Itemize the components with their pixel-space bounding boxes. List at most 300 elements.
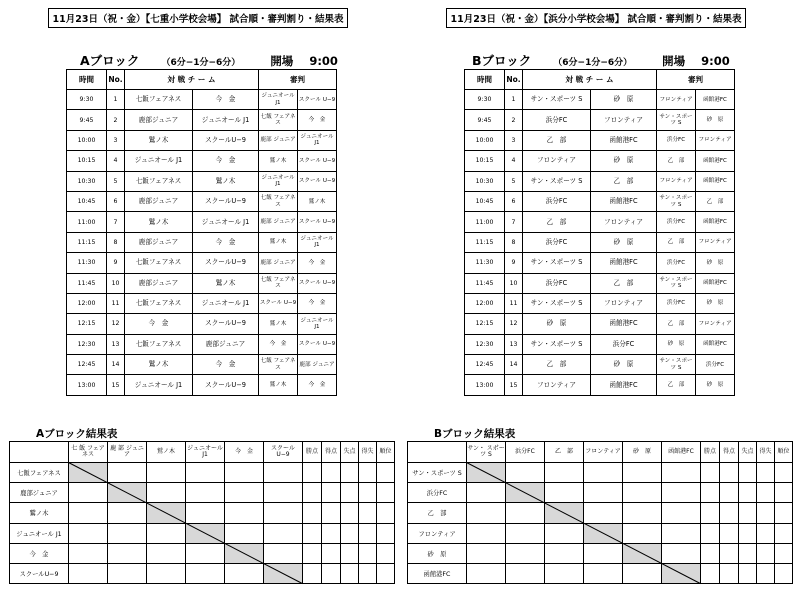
block-b-result-table: [407, 441, 793, 584]
col-referee: 審判: [259, 70, 337, 90]
result-cell: [225, 503, 264, 523]
result-row-team: 鹿部ジュニア: [10, 483, 69, 503]
team-a: 七飯フェアネス: [125, 90, 193, 110]
result-cell-self: [506, 483, 545, 503]
match-time: 10:45: [465, 191, 505, 211]
result-cell: [623, 503, 662, 523]
team-a: 鹿部ジュニア: [125, 110, 193, 130]
result-row: [10, 503, 395, 523]
match-time: 9:45: [67, 110, 107, 130]
schedule-row: [67, 130, 337, 150]
team-a: 今 金: [125, 314, 193, 334]
schedule-row: [67, 212, 337, 232]
match-no: 1: [505, 90, 523, 110]
result-cell: [225, 483, 264, 503]
team-b: ジュニオール J1: [193, 110, 259, 130]
result-cell: [186, 463, 225, 483]
result-cell: [147, 483, 186, 503]
match-no: 10: [505, 273, 523, 293]
result-stat-cell: [322, 523, 341, 543]
result-cell: [147, 523, 186, 543]
schedule-row: [67, 232, 337, 252]
result-row-team: 乙 部: [408, 503, 467, 523]
match-no: 10: [107, 273, 125, 293]
result-cell: [264, 523, 303, 543]
result-cell: [147, 563, 186, 583]
referee-1: サン・スポー ツ S: [657, 355, 696, 375]
result-col-stat: 順位: [377, 442, 395, 463]
result-cell: [264, 503, 303, 523]
result-stat-cell: [322, 563, 341, 583]
schedule-row: [465, 171, 735, 191]
result-stat-cell: [341, 543, 359, 563]
result-cell: [225, 463, 264, 483]
result-stat-cell: [739, 463, 757, 483]
team-a: ジュニオール J1: [125, 375, 193, 395]
match-time: 11:00: [67, 212, 107, 232]
match-no: 14: [107, 355, 125, 375]
result-cell: [584, 463, 623, 483]
referee-2: ジュニオール J1: [298, 232, 337, 252]
result-row-team: 砂 原: [408, 543, 467, 563]
result-cell-self: [225, 543, 264, 563]
team-a: 鷲ノ木: [125, 212, 193, 232]
referee-1: サン・スポー ツ S: [657, 273, 696, 293]
result-stat-cell: [701, 463, 720, 483]
result-col-team: 今 金: [225, 442, 264, 463]
team-a: 浜分FC: [523, 273, 591, 293]
referee-1: 鷲ノ木: [259, 314, 298, 334]
block-b-open-time: 9:00: [701, 54, 730, 68]
referee-1: 乙 部: [657, 314, 696, 334]
schedule-row: [465, 212, 735, 232]
referee-1: ジュニオール J1: [259, 90, 298, 110]
match-time: 11:15: [67, 232, 107, 252]
col-time: 時間: [67, 70, 107, 90]
result-stat-cell: [303, 483, 322, 503]
result-row-team: サン・スポーツ S: [408, 463, 467, 483]
result-stat-cell: [739, 563, 757, 583]
result-stat-cell: [739, 503, 757, 523]
result-col-team: 乙 部: [545, 442, 584, 463]
schedule-row: [465, 273, 735, 293]
result-stat-cell: [701, 543, 720, 563]
result-col-stat: 得失: [757, 442, 775, 463]
referee-2: 函館港FC: [696, 273, 735, 293]
result-cell: [225, 563, 264, 583]
match-time: 12:30: [67, 334, 107, 354]
match-no: 3: [107, 130, 125, 150]
referee-2: フロンティア: [696, 314, 735, 334]
referee-2: 砂 原: [696, 110, 735, 130]
result-cell-self: [108, 483, 147, 503]
schedule-row: [465, 151, 735, 171]
result-cell: [584, 503, 623, 523]
block-a-result-title: Aブロック結果表: [36, 428, 118, 440]
referee-1: 砂 原: [657, 334, 696, 354]
result-cell: [108, 563, 147, 583]
result-stat-cell: [701, 523, 720, 543]
match-no: 7: [107, 212, 125, 232]
schedule-row: [67, 253, 337, 273]
referee-2: フロンティア: [696, 232, 735, 252]
result-stat-cell: [322, 503, 341, 523]
team-b: スクールU−9: [193, 253, 259, 273]
referee-1: 鹿部 ジュニア: [259, 253, 298, 273]
result-stat-cell: [739, 543, 757, 563]
team-a: サン・スポーツ S: [523, 253, 591, 273]
team-a: 砂 原: [523, 314, 591, 334]
result-row: [10, 543, 395, 563]
block-a-header: 11月23日（祝・金）【七重小学校会場】 試合順・審判割り・結果表: [48, 8, 348, 28]
result-cell: [506, 563, 545, 583]
team-a: 浜分FC: [523, 110, 591, 130]
result-row: [408, 463, 793, 483]
corner-cell: [10, 442, 69, 463]
match-no: 8: [107, 232, 125, 252]
result-stat-cell: [303, 543, 322, 563]
schedule-row: [465, 110, 735, 130]
result-col-team: 七 飯 フェアネス: [69, 442, 108, 463]
result-stat-cell: [701, 483, 720, 503]
schedule-row: [465, 334, 735, 354]
referee-1: 今 金: [259, 334, 298, 354]
result-cell: [584, 543, 623, 563]
team-b: 浜分FC: [591, 334, 657, 354]
team-b: 今 金: [193, 232, 259, 252]
match-no: 13: [505, 334, 523, 354]
match-time: 11:15: [465, 232, 505, 252]
match-no: 8: [505, 232, 523, 252]
result-stat-cell: [775, 483, 793, 503]
team-a: 浜分FC: [523, 232, 591, 252]
team-b: 函館港FC: [591, 314, 657, 334]
result-col-stat: 順位: [775, 442, 793, 463]
result-cell: [108, 523, 147, 543]
team-b: ジュニオール J1: [193, 212, 259, 232]
match-time: 9:30: [465, 90, 505, 110]
referee-2: スクール U−9: [298, 90, 337, 110]
result-stat-cell: [341, 483, 359, 503]
team-b: 乙 部: [591, 171, 657, 191]
referee-2: 砂 原: [696, 293, 735, 313]
match-time: 11:45: [465, 273, 505, 293]
result-stat-cell: [739, 523, 757, 543]
team-a: 鹿部ジュニア: [125, 232, 193, 252]
team-b: 乙 部: [591, 273, 657, 293]
referee-2: 今 金: [298, 375, 337, 395]
result-row: [408, 543, 793, 563]
result-cell: [467, 483, 506, 503]
result-col-team: 鹿 部 ジュニア: [108, 442, 147, 463]
result-stat-cell: [775, 543, 793, 563]
match-time: 13:00: [465, 375, 505, 395]
block-a-result-table: [9, 441, 395, 584]
result-stat-cell: [739, 483, 757, 503]
result-cell-self: [147, 503, 186, 523]
team-b: スクールU−9: [193, 130, 259, 150]
referee-2: 鹿部 ジュニア: [298, 355, 337, 375]
result-cell: [545, 483, 584, 503]
match-no: 15: [107, 375, 125, 395]
match-time: 12:15: [465, 314, 505, 334]
result-cell: [108, 463, 147, 483]
result-cell-self: [264, 563, 303, 583]
result-stat-cell: [303, 503, 322, 523]
result-cell-self: [69, 463, 108, 483]
referee-1: 七飯 フェアネス: [259, 191, 298, 211]
result-col-stat: 失点: [739, 442, 757, 463]
result-cell: [662, 523, 701, 543]
match-time: 12:00: [465, 293, 505, 313]
result-cell: [467, 503, 506, 523]
match-time: 12:45: [465, 355, 505, 375]
referee-2: スクール U−9: [298, 171, 337, 191]
referee-1: 乙 部: [657, 375, 696, 395]
result-col-team: 鷲ノ木: [147, 442, 186, 463]
result-cell: [545, 543, 584, 563]
match-time: 10:30: [67, 171, 107, 191]
result-stat-cell: [322, 483, 341, 503]
result-col-team: フロンティア: [584, 442, 623, 463]
referee-2: 砂 原: [696, 253, 735, 273]
result-cell: [225, 523, 264, 543]
match-no: 5: [107, 171, 125, 191]
match-no: 11: [505, 293, 523, 313]
referee-1: 浜分FC: [657, 212, 696, 232]
team-a: サン・スポーツ S: [523, 293, 591, 313]
result-row: [10, 483, 395, 503]
team-a: 乙 部: [523, 355, 591, 375]
result-col-stat: 得失: [359, 442, 377, 463]
result-stat-cell: [720, 543, 739, 563]
match-time: 11:30: [465, 253, 505, 273]
referee-1: 鷲ノ木: [259, 151, 298, 171]
result-cell: [264, 483, 303, 503]
team-b: 砂 原: [591, 151, 657, 171]
match-no: 7: [505, 212, 523, 232]
result-stat-cell: [377, 563, 395, 583]
block-a-open-label: 開場: [270, 54, 294, 68]
referee-2: 函館港FC: [696, 90, 735, 110]
result-cell: [584, 483, 623, 503]
result-cell: [506, 543, 545, 563]
result-col-team: 浜分FC: [506, 442, 545, 463]
result-col-team: サン・ スポーツ S: [467, 442, 506, 463]
result-row: [10, 463, 395, 483]
result-stat-cell: [322, 463, 341, 483]
result-stat-cell: [359, 543, 377, 563]
match-no: 5: [505, 171, 523, 191]
team-a: サン・スポーツ S: [523, 171, 591, 191]
result-cell: [69, 543, 108, 563]
referee-1: スクール U−9: [259, 293, 298, 313]
referee-2: 浜分FC: [696, 355, 735, 375]
result-cell: [662, 543, 701, 563]
referee-1: ジュニオール J1: [259, 171, 298, 191]
referee-1: 鹿部 ジュニア: [259, 212, 298, 232]
result-cell: [147, 543, 186, 563]
team-b: フロンティア: [591, 212, 657, 232]
referee-2: 函館港FC: [696, 151, 735, 171]
result-cell: [467, 563, 506, 583]
referee-2: 函館港FC: [696, 212, 735, 232]
result-cell: [662, 503, 701, 523]
match-time: 10:00: [465, 130, 505, 150]
result-row: [408, 483, 793, 503]
match-no: 2: [505, 110, 523, 130]
block-b-title: [472, 51, 730, 69]
referee-2: 今 金: [298, 253, 337, 273]
result-col-stat: 得点: [720, 442, 739, 463]
match-time: 11:00: [465, 212, 505, 232]
match-time: 12:45: [67, 355, 107, 375]
match-no: 11: [107, 293, 125, 313]
block-a-title: [80, 51, 338, 69]
team-b: 今 金: [193, 151, 259, 171]
referee-1: 乙 部: [657, 151, 696, 171]
team-a: 浜分FC: [523, 191, 591, 211]
result-col-team: ジュニオール J1: [186, 442, 225, 463]
referee-2: 函館港FC: [696, 334, 735, 354]
result-cell: [623, 483, 662, 503]
result-stat-cell: [720, 463, 739, 483]
match-no: 13: [107, 334, 125, 354]
result-stat-cell: [775, 463, 793, 483]
referee-1: 浜分FC: [657, 293, 696, 313]
result-row: [408, 563, 793, 583]
team-b: フロンティア: [591, 293, 657, 313]
match-no: 12: [107, 314, 125, 334]
result-stat-cell: [303, 463, 322, 483]
result-row: [408, 503, 793, 523]
result-cell: [623, 523, 662, 543]
team-a: 七飯フェアネス: [125, 171, 193, 191]
result-row-team: 浜分FC: [408, 483, 467, 503]
referee-1: サン・スポー ツ S: [657, 110, 696, 130]
result-cell-self: [545, 503, 584, 523]
schedule-row: [465, 191, 735, 211]
team-b: 函館港FC: [591, 253, 657, 273]
block-b-open-label: 開場: [662, 54, 686, 68]
schedule-row: [67, 314, 337, 334]
schedule-row: [465, 253, 735, 273]
result-cell: [506, 503, 545, 523]
result-stat-cell: [341, 463, 359, 483]
referee-1: フロンティア: [657, 171, 696, 191]
result-cell: [147, 463, 186, 483]
team-a: 鷲ノ木: [125, 130, 193, 150]
team-a: 七飯フェアネス: [125, 293, 193, 313]
referee-2: ジュニオール J1: [298, 130, 337, 150]
result-row-team: 鷲ノ木: [10, 503, 69, 523]
result-cell: [69, 563, 108, 583]
referee-2: スクール U−9: [298, 212, 337, 232]
result-col-team: スクール U−9: [264, 442, 303, 463]
result-cell: [186, 503, 225, 523]
match-no: 2: [107, 110, 125, 130]
referee-2: スクール U−9: [298, 334, 337, 354]
schedule-row: [465, 355, 735, 375]
result-col-stat: 勝点: [701, 442, 720, 463]
referee-1: 浜分FC: [657, 253, 696, 273]
result-col-stat: 得点: [322, 442, 341, 463]
result-stat-cell: [377, 543, 395, 563]
match-time: 10:15: [67, 151, 107, 171]
result-stat-cell: [377, 523, 395, 543]
referee-1: 七飯 フェアネス: [259, 273, 298, 293]
schedule-row: [465, 314, 735, 334]
schedule-row: [465, 293, 735, 313]
result-cell: [545, 463, 584, 483]
result-stat-cell: [775, 503, 793, 523]
result-cell: [584, 563, 623, 583]
result-stat-cell: [757, 483, 775, 503]
block-a-name: Aブロック: [80, 53, 140, 68]
block-a-format: （6分−1分−6分）: [161, 58, 241, 68]
match-time: 10:45: [67, 191, 107, 211]
referee-2: 鷲ノ木: [298, 191, 337, 211]
col-referee: 審判: [657, 70, 735, 90]
result-stat-cell: [322, 543, 341, 563]
result-col-stat: 失点: [341, 442, 359, 463]
team-b: 函館港FC: [591, 375, 657, 395]
match-no: 4: [107, 151, 125, 171]
result-stat-cell: [775, 523, 793, 543]
match-time: 9:45: [465, 110, 505, 130]
team-b: 鷲ノ木: [193, 171, 259, 191]
result-cell: [467, 543, 506, 563]
result-stat-cell: [359, 523, 377, 543]
result-stat-cell: [720, 503, 739, 523]
match-time: 13:00: [67, 375, 107, 395]
result-row: [10, 523, 395, 543]
match-no: 6: [505, 191, 523, 211]
result-stat-cell: [377, 463, 395, 483]
result-cell: [545, 523, 584, 543]
team-b: スクールU−9: [193, 375, 259, 395]
schedule-row: [67, 110, 337, 130]
result-stat-cell: [303, 563, 322, 583]
block-b-header: 11月23日（祝・金）【浜分小学校会場】 試合順・審判割り・結果表: [446, 8, 746, 28]
result-stat-cell: [341, 523, 359, 543]
team-b: スクールU−9: [193, 191, 259, 211]
result-cell: [186, 483, 225, 503]
result-stat-cell: [359, 503, 377, 523]
match-no: 3: [505, 130, 523, 150]
referee-1: サン・スポー ツ S: [657, 191, 696, 211]
result-stat-cell: [359, 563, 377, 583]
result-cell: [69, 483, 108, 503]
col-match: 対 戦 チ ー ム: [125, 70, 259, 90]
schedule-row: [67, 151, 337, 171]
result-row: [10, 563, 395, 583]
block-a-schedule-table: [66, 69, 337, 396]
team-b: 函館港FC: [591, 130, 657, 150]
match-no: 9: [107, 253, 125, 273]
result-stat-cell: [757, 543, 775, 563]
team-b: ジュニオール J1: [193, 293, 259, 313]
team-b: 砂 原: [591, 355, 657, 375]
referee-2: 今 金: [298, 110, 337, 130]
result-cell-self: [467, 463, 506, 483]
result-cell-self: [662, 563, 701, 583]
col-no: No.: [107, 70, 125, 90]
schedule-row: [67, 375, 337, 395]
result-col-team: 砂 原: [623, 442, 662, 463]
result-stat-cell: [341, 503, 359, 523]
result-stat-cell: [757, 523, 775, 543]
